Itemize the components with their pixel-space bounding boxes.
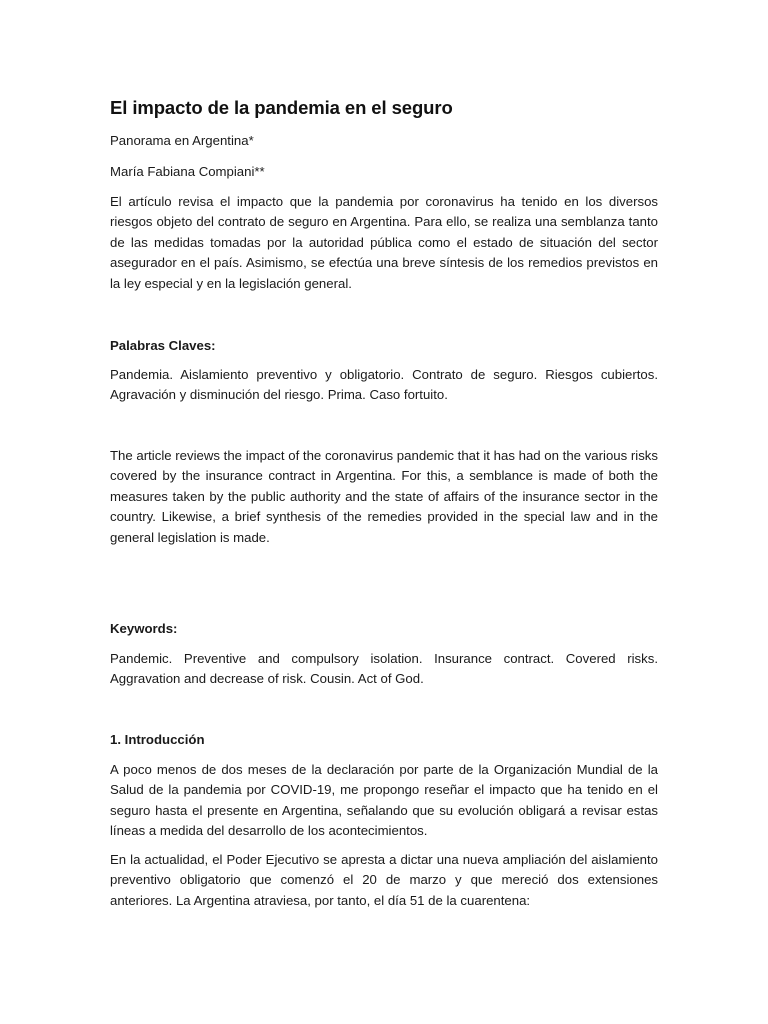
introduction-paragraph-1: A poco menos de dos meses de la declaración por parte de la Organización Mundial de la Salud de la pandemia por COVID-19, me propongo reseñar el impacto que ha tenido en el seguro hasta el presente en Argentina, señalando que su evolución obligará a revisar estas líneas a medida del desarrollo de los acontecimientos. [110, 762, 658, 839]
abstract-english: The article reviews the impact of the coronavirus pandemic that it has had on the various risks covered by the insurance contract in Argentina. For this, a semblance is made of both the measures taken by the public authority and the state of affairs of the insurance sector in the country. Likewise, a brief synthesis of the remedies provided in the special law and in the general legislation is made. [110, 448, 658, 545]
keywords-spanish: Pandemia. Aislamiento preventivo y obligatorio. Contrato de seguro. Riesgos cubiertos. Agravación y disminución del riesgo. Prima. Caso fortuito. [110, 367, 658, 403]
keywords-english-heading: Keywords: [110, 621, 178, 636]
author-name: María Fabiana Compiani** [110, 164, 265, 179]
introduction-paragraph-2: En la actualidad, el Poder Ejecutivo se apresta a dictar una nueva ampliación del aislamiento preventivo obligatorio que comenzó el 20 de marzo y que mereció dos extensiones anteriores. La Argentina atraviesa, por tanto, el día 51 de la cuarentena: [110, 852, 658, 908]
document-title: El impacto de la pandemia en el seguro [110, 97, 453, 118]
keywords-spanish-heading: Palabras Claves: [110, 338, 216, 353]
introduction-heading: 1. Introducción [110, 732, 205, 747]
document-subtitle: Panorama en Argentina* [110, 133, 254, 148]
keywords-english: Pandemic. Preventive and compulsory isolation. Insurance contract. Covered risks. Aggravation and decrease of risk. Cousin. Act of God. [110, 651, 658, 687]
abstract-spanish: El artículo revisa el impacto que la pandemia por coronavirus ha tenido en los diversos riesgos objeto del contrato de seguro en Argentina. Para ello, se realiza una semblanza tanto de las medidas tomadas por la autoridad pública como el estado de situación del sector asegurador en el país. Asimismo, se efectúa una breve síntesis de los remedios previstos en la ley especial y en la legislación general. [110, 194, 658, 291]
